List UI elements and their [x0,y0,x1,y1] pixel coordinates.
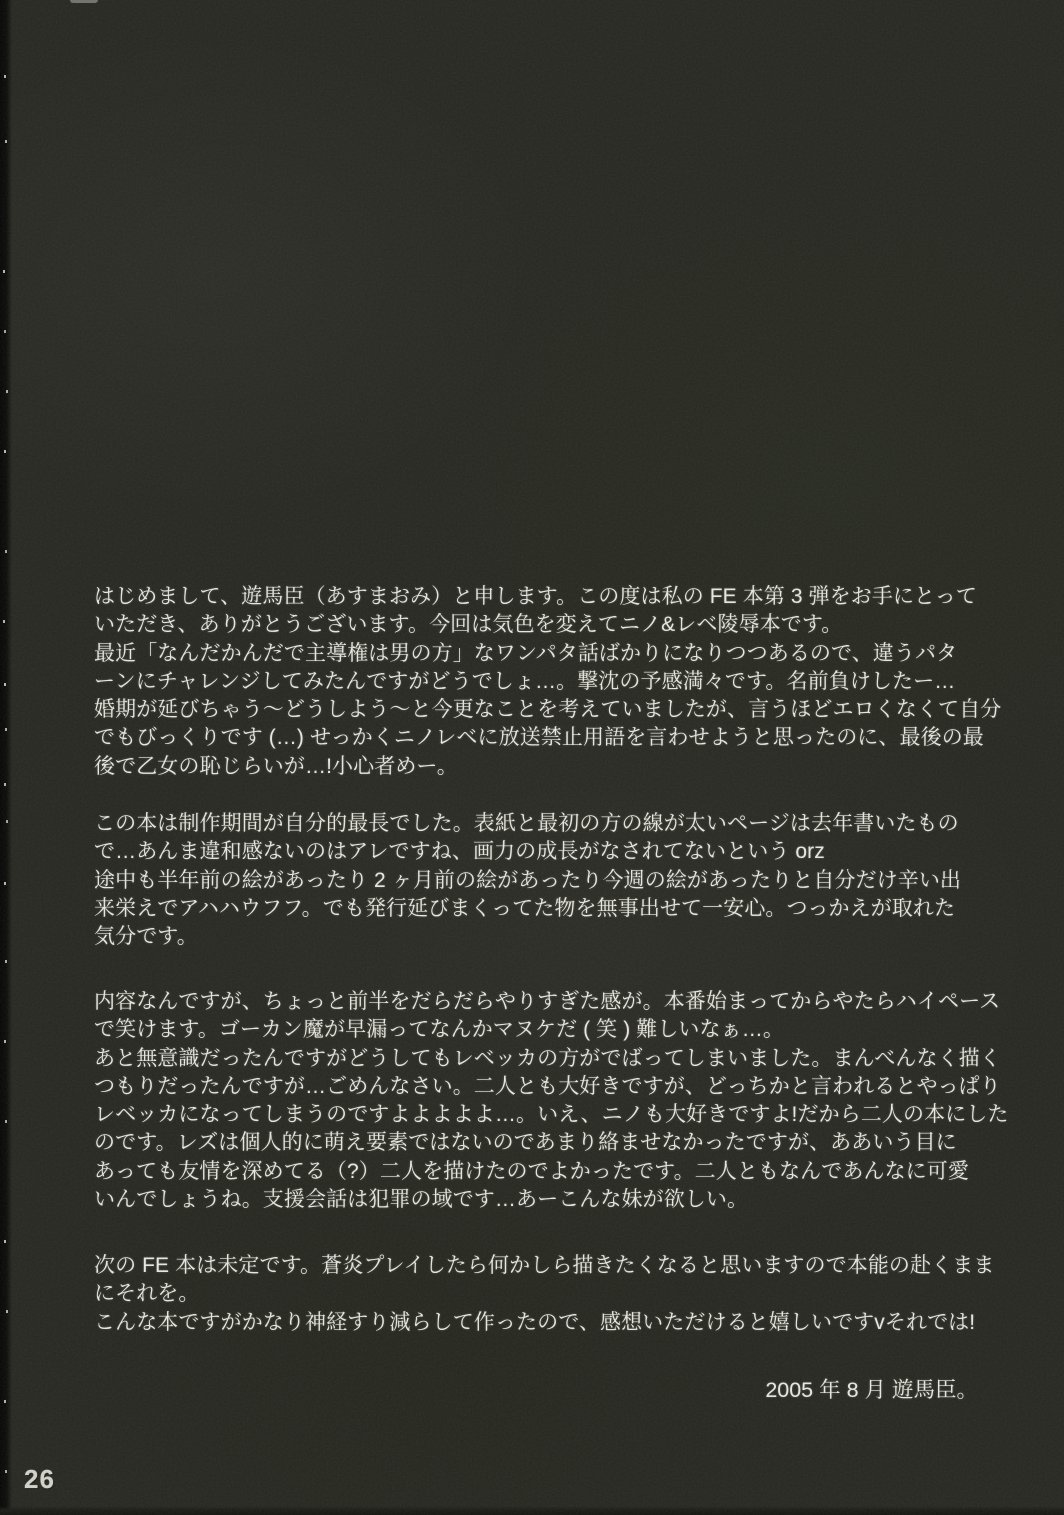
text-line: 途中も半年前の絵があったり 2 ヶ月前の絵があったり今週の絵があったりと自分だけ辛い出 [94,868,962,892]
page-edge-notch [70,0,98,3]
page-bottom-edge [0,1506,1064,1515]
afterword-paragraph-3 [94,988,1014,1214]
text-line: あっても友情を深めてる（?）二人を描けたのでよかったです。二人ともなんであんなに可愛 [94,1159,969,1183]
text-line: にそれを。 [94,1282,200,1306]
text-line: 後で乙女の恥じらいが…!小心者めー。 [94,754,458,778]
text-line: この本は制作期間が自分的最長でした。表紙と最初の方の線が太いページは去年書いたもの [94,812,959,835]
afterword-paragraph-2 [94,810,1014,951]
text-line: あと無意識だったんですがどうしてもレベッカの方がでばってしまいました。まんべんなく描く [94,1046,1001,1070]
text-line: のです。レズは個人的に萌え要素ではないのであまり絡ませなかったですが、ああいう目に [94,1131,957,1155]
text-line: で…あんま違和感ないのはアレですね、画力の成長がなされてないという orz [94,840,825,864]
scan-dust-specks [4,75,6,78]
text-line: でもびっくりです (…) せっかくニノレベに放送禁止用語を言わせようと思ったのに、最後の最 [94,726,984,750]
afterword-paragraph-4 [94,1252,1014,1337]
text-line: こんな本ですがかなり神経すり減らして作ったので、感想いただけると嬉しいですvそれでは! [94,1310,976,1334]
binding-edge-shadow [0,0,12,1515]
text-line: 婚期が延びちゃう〜どうしよう〜と今更なことを考えていましたが、言うほどエロくなくて自分 [94,698,1002,722]
text-line: ーンにチャレンジしてみたんですがどうでしょ…。撃沈の予感満々です。名前負けしたー… [94,669,956,693]
text-line: レベッカになってしまうのですよよよよよ…。いえ、ニノも大好きですよ!だから二人の本にした [94,1103,1009,1127]
afterword-paragraph-1 [94,583,1014,781]
text-line: 気分です。 [94,925,198,949]
text-line: いただき、ありがとうございます。今回は気色を変えてニノ&レベ陵辱本です。 [94,613,843,637]
text-line: 最近「なんだかんだで主導権は男の方」なワンパタ話ばかりになりつつあるので、違うパタ [94,641,958,665]
text-line: 次の FE 本は未定です。蒼炎プレイしたら何かしら描きたくなると思いますので本能の赴くまま [94,1254,995,1277]
text-line: で笑けます。ゴーカン魔が早漏ってなんかマヌケだ ( 笑 ) 難しいなぁ…。 [94,1018,784,1042]
date-signature: 2005 年 8 月 遊馬臣。 [765,1378,978,1402]
text-line: いんでしょうね。支援会話は犯罪の域です…あーこんな妹が欲しい。 [94,1188,749,1212]
text-line: 内容なんですが、ちょっと前半をだらだらやりすぎた感が。本番始まってからやたらハイペース [94,990,1001,1013]
text-line: 来栄えでアハハウフフ。でも発行延びまくってた物を無事出せて一安心。つっかえが取れた [94,896,956,920]
text-line: はじめまして、遊馬臣（あすまおみ）と申します。この度は私の FE 本第 3 弾をお手にとって [94,585,977,608]
text-line: つもりだったんですが…ごめんなさい。二人とも大好きですが、どっちかと言われるとやっぱり [94,1074,1001,1098]
page-number: 26 [24,1464,55,1494]
